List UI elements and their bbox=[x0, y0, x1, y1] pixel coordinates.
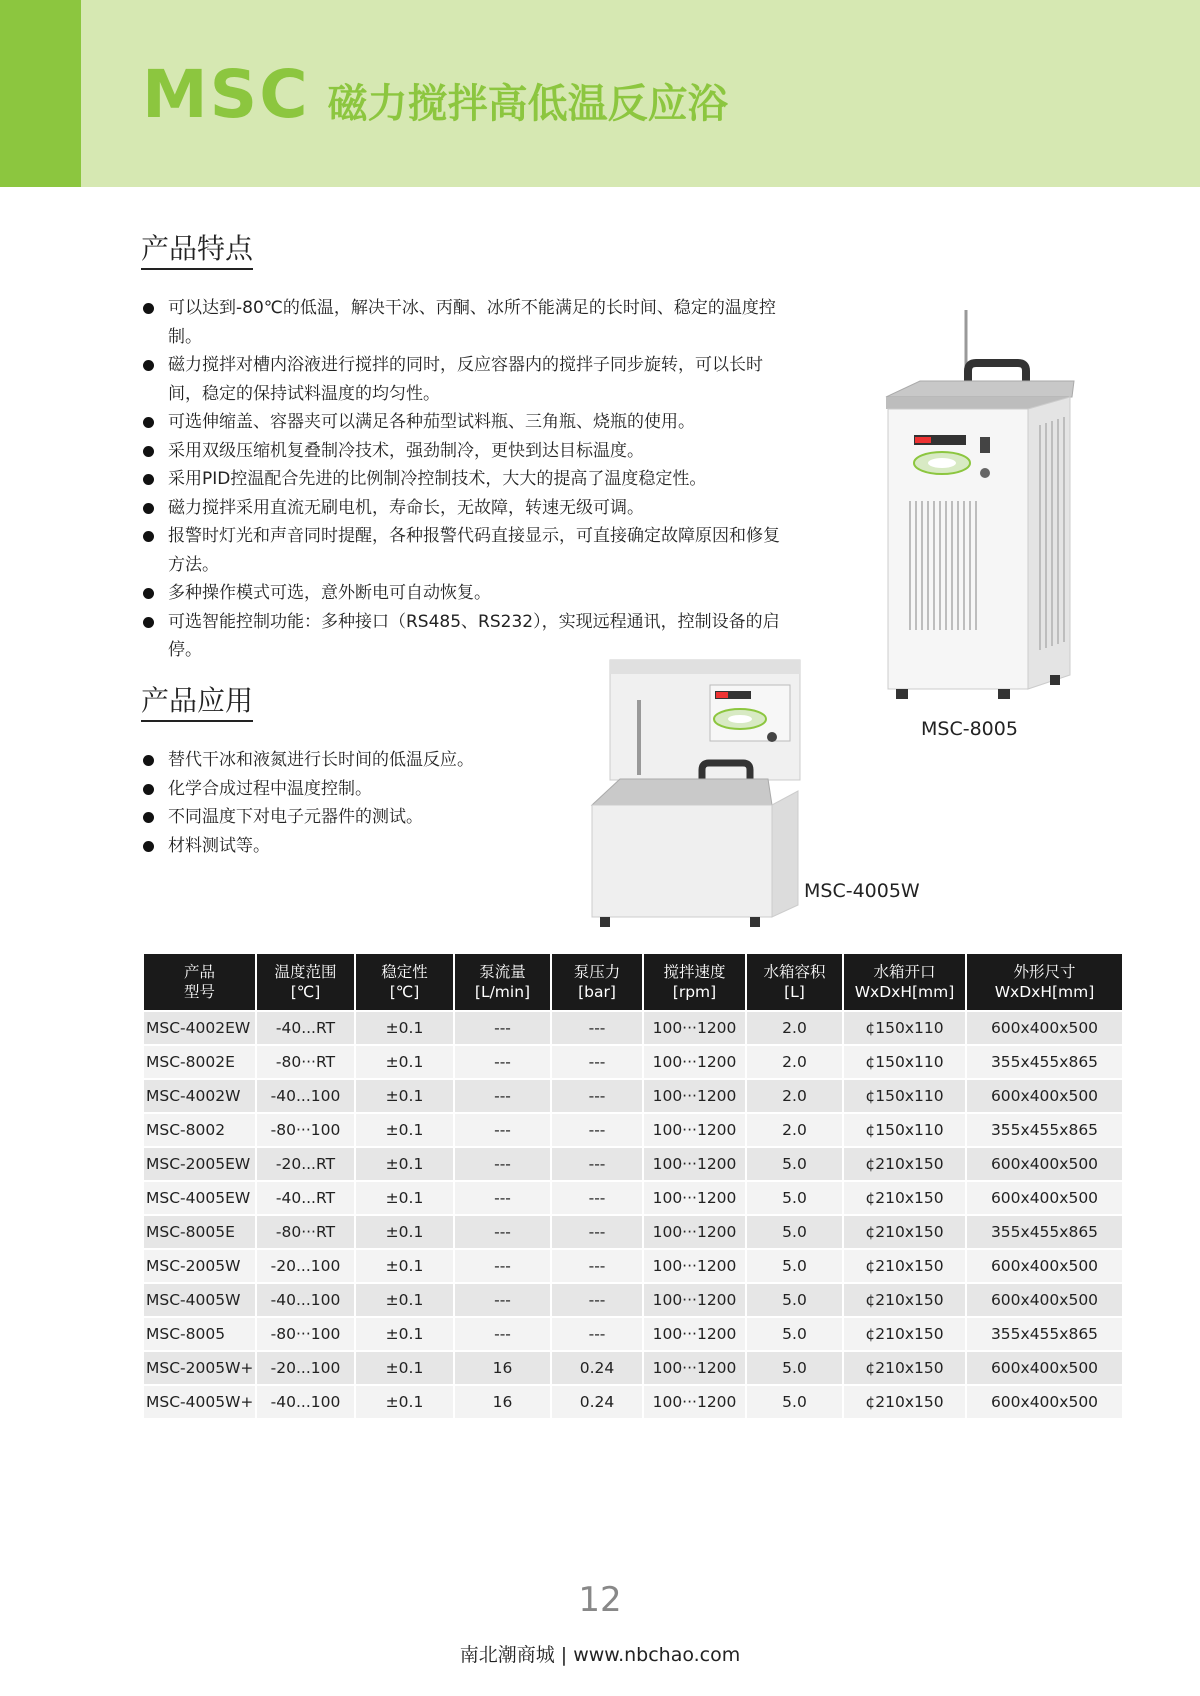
table-cell: ±0.1 bbox=[356, 1114, 453, 1146]
table-cell: ±0.1 bbox=[356, 1046, 453, 1078]
table-cell: ±0.1 bbox=[356, 1386, 453, 1418]
spec-table bbox=[142, 952, 1124, 1420]
table-cell: ¢210x150 bbox=[844, 1386, 965, 1418]
table-row bbox=[144, 1182, 1122, 1214]
table-cell: MSC-2005W+ bbox=[144, 1352, 255, 1384]
column-header-line: [℃] bbox=[290, 983, 321, 1001]
column-header-line: 泵压力 bbox=[573, 963, 621, 981]
bullet-icon bbox=[143, 474, 154, 485]
table-cell: 100···1200 bbox=[644, 1114, 745, 1146]
table-cell: ±0.1 bbox=[356, 1250, 453, 1282]
table-cell: 16 bbox=[455, 1386, 550, 1418]
table-cell: 2.0 bbox=[747, 1012, 842, 1044]
table-cell: 2.0 bbox=[747, 1080, 842, 1112]
footer-text: 南北潮商城 | www.nbchao.com bbox=[459, 1644, 741, 1666]
feature-item-text: 磁力搅拌采用直流无刷电机，寿命长，无故障，转速无级可调。 bbox=[168, 497, 644, 518]
bullet-icon bbox=[143, 755, 154, 766]
bullet-icon bbox=[143, 841, 154, 852]
bullet-icon bbox=[143, 417, 154, 428]
table-row bbox=[144, 1386, 1122, 1418]
column-header bbox=[356, 954, 453, 1010]
feature-item-text: 可以达到-80℃的低温，解决干冰、丙酮、冰所不能满足的长时间、稳定的温度控制。 bbox=[168, 298, 776, 347]
table-cell: --- bbox=[455, 1114, 550, 1146]
column-header bbox=[644, 954, 745, 1010]
column-header-line: [℃] bbox=[389, 983, 420, 1001]
table-cell: MSC-4002EW bbox=[144, 1012, 255, 1044]
application-item bbox=[141, 832, 561, 861]
bullet-icon bbox=[143, 531, 154, 542]
column-header-line: [L/min] bbox=[474, 983, 531, 1001]
table-cell: 100···1200 bbox=[644, 1148, 745, 1180]
table-cell: --- bbox=[552, 1114, 642, 1146]
application-item bbox=[141, 746, 561, 775]
column-header-line: [bar] bbox=[578, 983, 616, 1001]
table-cell: -20...RT bbox=[257, 1148, 354, 1180]
table-cell: 16 bbox=[455, 1352, 550, 1384]
table-cell: ¢210x150 bbox=[844, 1352, 965, 1384]
table-row bbox=[144, 1080, 1122, 1112]
table-row bbox=[144, 1114, 1122, 1146]
table-row bbox=[144, 1012, 1122, 1044]
table-cell: 5.0 bbox=[747, 1318, 842, 1350]
application-item bbox=[141, 775, 561, 804]
table-cell: -40...100 bbox=[257, 1386, 354, 1418]
table-cell: ±0.1 bbox=[356, 1012, 453, 1044]
table-cell: --- bbox=[552, 1046, 642, 1078]
table-cell: ¢210x150 bbox=[844, 1182, 965, 1214]
table-cell: 5.0 bbox=[747, 1250, 842, 1282]
table-cell: --- bbox=[455, 1250, 550, 1282]
application-item-text: 化学合成过程中温度控制。 bbox=[168, 778, 372, 799]
column-header bbox=[747, 954, 842, 1010]
table-cell: --- bbox=[552, 1250, 642, 1282]
table-cell: -80···100 bbox=[257, 1114, 354, 1146]
column-header bbox=[967, 954, 1122, 1010]
header-accent-bar bbox=[0, 0, 81, 187]
table-cell: --- bbox=[552, 1318, 642, 1350]
features-list bbox=[141, 294, 791, 665]
table-cell: 600x400x500 bbox=[967, 1182, 1122, 1214]
table-cell: ¢150x110 bbox=[844, 1012, 965, 1044]
page-title-name: 磁力搅拌高低温反应浴 bbox=[327, 81, 728, 127]
page-title bbox=[142, 56, 728, 133]
feature-item-text: 采用双级压缩机复叠制冷技术，强劲制冷，更快到达目标温度。 bbox=[168, 440, 644, 461]
feature-item-text: 可选智能控制功能：多种接口（RS485、RS232），实现远程通讯，控制设备的启停。 bbox=[168, 611, 780, 660]
product-image-large bbox=[880, 305, 1080, 705]
table-cell: ±0.1 bbox=[356, 1182, 453, 1214]
page-title-model: MSC bbox=[142, 56, 310, 133]
applications-list bbox=[141, 746, 561, 860]
table-cell: 5.0 bbox=[747, 1148, 842, 1180]
table-cell: ¢210x150 bbox=[844, 1284, 965, 1316]
column-header-line: 水箱开口 bbox=[873, 963, 936, 981]
table-cell: 100···1200 bbox=[644, 1284, 745, 1316]
bullet-icon bbox=[143, 503, 154, 514]
table-cell: ¢210x150 bbox=[844, 1250, 965, 1282]
bullet-icon bbox=[143, 812, 154, 823]
table-cell: --- bbox=[552, 1284, 642, 1316]
table-cell: ±0.1 bbox=[356, 1318, 453, 1350]
application-item-text: 不同温度下对电子元器件的测试。 bbox=[168, 807, 423, 827]
table-cell: -80···RT bbox=[257, 1046, 354, 1078]
feature-item bbox=[141, 522, 791, 579]
table-row bbox=[144, 1352, 1122, 1384]
table-cell: 100···1200 bbox=[644, 1352, 745, 1384]
table-cell: -40...100 bbox=[257, 1080, 354, 1112]
column-header-line: 温度范围 bbox=[274, 963, 337, 981]
table-cell: 100···1200 bbox=[644, 1216, 745, 1248]
feature-item bbox=[141, 465, 791, 494]
column-header-line: [rpm] bbox=[672, 983, 717, 1001]
table-cell: 100···1200 bbox=[644, 1250, 745, 1282]
table-cell: 100···1200 bbox=[644, 1318, 745, 1350]
column-header-line: 水箱容积 bbox=[763, 963, 826, 981]
page-number: 12 bbox=[578, 1580, 622, 1620]
spec-table-header bbox=[144, 954, 1122, 1010]
table-cell: 355x455x865 bbox=[967, 1114, 1122, 1146]
table-cell: -40...RT bbox=[257, 1182, 354, 1214]
table-cell: --- bbox=[552, 1216, 642, 1248]
table-cell: 600x400x500 bbox=[967, 1250, 1122, 1282]
table-cell: 600x400x500 bbox=[967, 1352, 1122, 1384]
table-cell: MSC-4005EW bbox=[144, 1182, 255, 1214]
table-cell: 600x400x500 bbox=[967, 1148, 1122, 1180]
bullet-icon bbox=[143, 617, 154, 628]
table-cell: --- bbox=[552, 1080, 642, 1112]
table-cell: 100···1200 bbox=[644, 1182, 745, 1214]
spec-table-body bbox=[144, 1012, 1122, 1418]
column-header-line: [L] bbox=[784, 983, 805, 1001]
bullet-icon bbox=[143, 360, 154, 371]
table-cell: 0.24 bbox=[552, 1386, 642, 1418]
table-row bbox=[144, 1216, 1122, 1248]
column-header bbox=[844, 954, 965, 1010]
table-cell: -20...100 bbox=[257, 1352, 354, 1384]
column-header bbox=[144, 954, 255, 1010]
table-cell: MSC-8005E bbox=[144, 1216, 255, 1248]
column-header bbox=[455, 954, 550, 1010]
table-row bbox=[144, 1318, 1122, 1350]
feature-item-text: 报警时灯光和声音同时提醒，各种报警代码直接显示，可直接确定故障原因和修复方法。 bbox=[168, 526, 780, 575]
table-cell: 5.0 bbox=[747, 1386, 842, 1418]
bullet-icon bbox=[143, 784, 154, 795]
feature-item bbox=[141, 579, 791, 608]
table-cell: 600x400x500 bbox=[967, 1386, 1122, 1418]
table-cell: MSC-8005 bbox=[144, 1318, 255, 1350]
table-cell: --- bbox=[455, 1080, 550, 1112]
column-header-line: 稳定性 bbox=[381, 963, 428, 981]
table-row bbox=[144, 1148, 1122, 1180]
table-cell: 100···1200 bbox=[644, 1012, 745, 1044]
feature-item-text: 多种操作模式可选，意外断电可自动恢复。 bbox=[168, 583, 491, 603]
column-header-line: WxDxH[mm] bbox=[854, 983, 955, 1001]
table-cell: ¢210x150 bbox=[844, 1216, 965, 1248]
table-row bbox=[144, 1284, 1122, 1316]
table-cell: ¢210x150 bbox=[844, 1318, 965, 1350]
feature-item bbox=[141, 408, 791, 437]
table-cell: MSC-4005W bbox=[144, 1284, 255, 1316]
product-label-small: MSC-4005W bbox=[804, 880, 920, 902]
table-cell: 2.0 bbox=[747, 1046, 842, 1078]
features-heading: 产品特点 bbox=[141, 232, 253, 270]
table-cell: --- bbox=[552, 1182, 642, 1214]
bullet-icon bbox=[143, 588, 154, 599]
table-cell: --- bbox=[455, 1012, 550, 1044]
feature-item-text: 采用PID控温配合先进的比例制冷控制技术，大大的提高了温度稳定性。 bbox=[168, 469, 707, 489]
feature-item bbox=[141, 351, 791, 408]
table-row bbox=[144, 1046, 1122, 1078]
application-item-text: 替代干冰和液氮进行长时间的低温反应。 bbox=[168, 750, 474, 770]
table-cell: --- bbox=[455, 1148, 550, 1180]
table-cell: --- bbox=[455, 1284, 550, 1316]
column-header-line: 外形尺寸 bbox=[1013, 963, 1076, 981]
product-label-large: MSC-8005 bbox=[921, 718, 1018, 740]
table-cell: ±0.1 bbox=[356, 1148, 453, 1180]
table-cell: 600x400x500 bbox=[967, 1080, 1122, 1112]
table-cell: --- bbox=[455, 1216, 550, 1248]
table-cell: 600x400x500 bbox=[967, 1284, 1122, 1316]
table-cell: MSC-4002W bbox=[144, 1080, 255, 1112]
table-cell: -80···100 bbox=[257, 1318, 354, 1350]
table-cell: ¢150x110 bbox=[844, 1114, 965, 1146]
column-header-line: WxDxH[mm] bbox=[994, 983, 1095, 1001]
table-cell: 0.24 bbox=[552, 1352, 642, 1384]
column-header-line: 搅拌速度 bbox=[663, 963, 726, 981]
table-cell: ¢150x110 bbox=[844, 1046, 965, 1078]
table-cell: -40...100 bbox=[257, 1284, 354, 1316]
column-header-line: 泵流量 bbox=[479, 963, 526, 981]
table-cell: -20...100 bbox=[257, 1250, 354, 1282]
applications-heading: 产品应用 bbox=[141, 684, 253, 722]
feature-item bbox=[141, 294, 791, 351]
feature-item bbox=[141, 494, 791, 523]
column-header bbox=[552, 954, 642, 1010]
table-cell: --- bbox=[455, 1318, 550, 1350]
table-cell: --- bbox=[552, 1148, 642, 1180]
table-cell: -80···RT bbox=[257, 1216, 354, 1248]
table-cell: ¢210x150 bbox=[844, 1148, 965, 1180]
table-cell: --- bbox=[455, 1182, 550, 1214]
table-cell: 5.0 bbox=[747, 1216, 842, 1248]
table-cell: ±0.1 bbox=[356, 1284, 453, 1316]
table-cell: 5.0 bbox=[747, 1284, 842, 1316]
product-image-small bbox=[590, 655, 805, 935]
feature-item-text: 磁力搅拌对槽内浴液进行搅拌的同时，反应容器内的搅拌子同步旋转，可以长时间，稳定的保持试料温度的均匀性。 bbox=[168, 355, 763, 404]
table-cell: ±0.1 bbox=[356, 1216, 453, 1248]
bullet-icon bbox=[143, 303, 154, 314]
table-cell: --- bbox=[552, 1012, 642, 1044]
bullet-icon bbox=[143, 446, 154, 457]
column-header-line: 产品 bbox=[183, 963, 215, 981]
table-cell: 355x455x865 bbox=[967, 1046, 1122, 1078]
feature-item-text: 可选伸缩盖、容器夹可以满足各种茄型试料瓶、三角瓶、烧瓶的使用。 bbox=[168, 412, 695, 432]
table-cell: 100···1200 bbox=[644, 1386, 745, 1418]
application-item bbox=[141, 803, 561, 832]
table-cell: --- bbox=[455, 1046, 550, 1078]
table-cell: ±0.1 bbox=[356, 1352, 453, 1384]
table-cell: 355x455x865 bbox=[967, 1318, 1122, 1350]
column-header bbox=[257, 954, 354, 1010]
table-cell: MSC-4005W+ bbox=[144, 1386, 255, 1418]
table-cell: ¢150x110 bbox=[844, 1080, 965, 1112]
table-cell: 100···1200 bbox=[644, 1046, 745, 1078]
table-cell: 100···1200 bbox=[644, 1080, 745, 1112]
table-cell: 2.0 bbox=[747, 1114, 842, 1146]
table-cell: 600x400x500 bbox=[967, 1012, 1122, 1044]
feature-item bbox=[141, 437, 791, 466]
table-cell: MSC-8002E bbox=[144, 1046, 255, 1078]
table-cell: -40...RT bbox=[257, 1012, 354, 1044]
table-cell: ±0.1 bbox=[356, 1080, 453, 1112]
column-header-line: 型号 bbox=[183, 983, 215, 1001]
table-cell: 5.0 bbox=[747, 1352, 842, 1384]
application-item-text: 材料测试等。 bbox=[168, 835, 270, 856]
table-cell: 5.0 bbox=[747, 1182, 842, 1214]
table-cell: MSC-2005EW bbox=[144, 1148, 255, 1180]
table-cell: MSC-8002 bbox=[144, 1114, 255, 1146]
table-cell: MSC-2005W bbox=[144, 1250, 255, 1282]
table-row bbox=[144, 1250, 1122, 1282]
table-cell: 355x455x865 bbox=[967, 1216, 1122, 1248]
